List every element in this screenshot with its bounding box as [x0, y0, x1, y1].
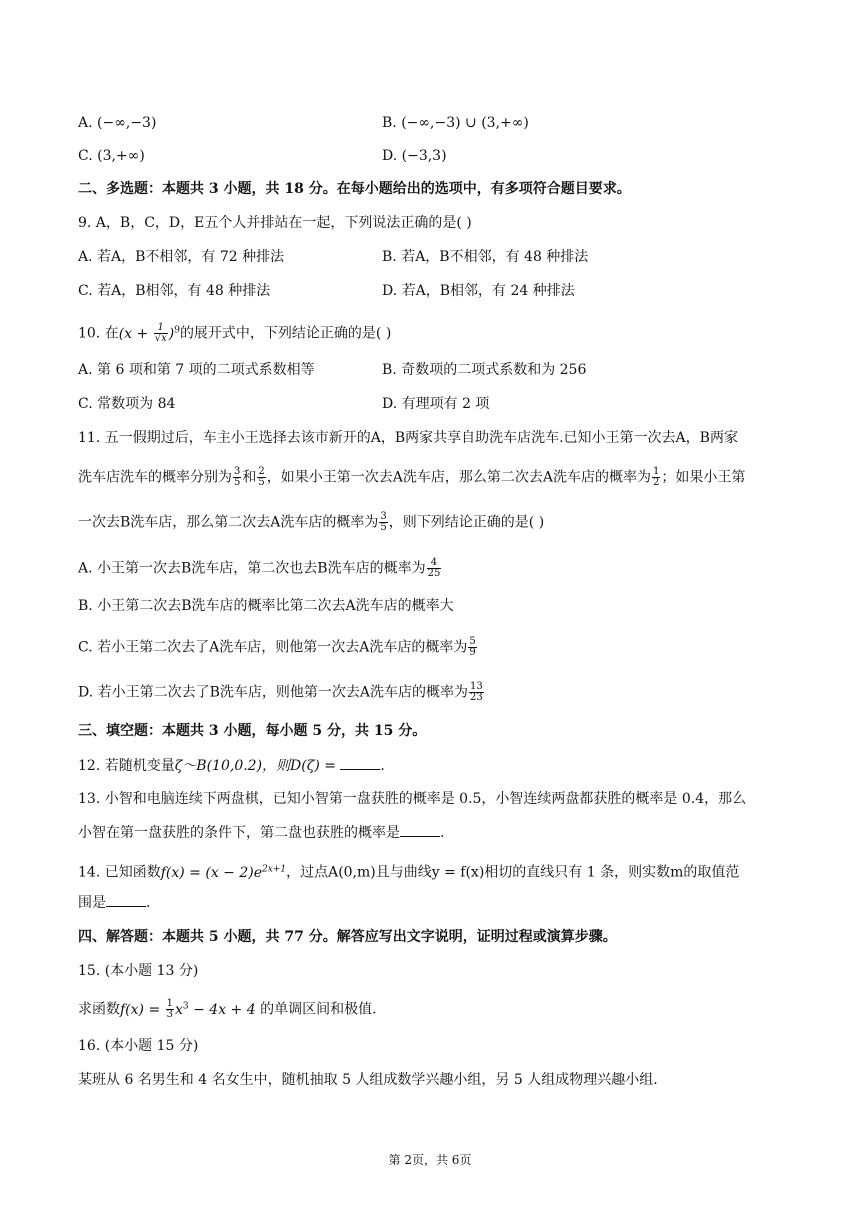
- q13-suffix: .: [440, 825, 445, 841]
- q12-suffix: .: [380, 758, 385, 774]
- q12-prefix: 12. 若随机变量: [78, 758, 175, 774]
- q15-prefix: 求函数: [78, 1001, 120, 1018]
- q11-line3-text-a: 一次去B洗车店，那么第二次去A洗车店的概率为: [78, 514, 379, 531]
- q9-stem: 9. A，B，C，D，E五个人并排站在一起，下列说法正确的是( ): [78, 215, 472, 231]
- q9-option-b: B. 若A，B不相邻，有 48 种排法: [382, 249, 589, 265]
- q11-line2-text-c: ，如果小王第一次去A洗车店，那么第二次去A洗车店的概率为: [266, 469, 651, 486]
- q10-option-d: D. 有理项有 2 项: [382, 396, 490, 412]
- q10-option-b: B. 奇数项的二项式系数和为 256: [382, 362, 587, 378]
- fraction-4-25: $\frac{4}{25}$: [427, 557, 441, 579]
- q14-line1: [78, 860, 739, 882]
- section3-heading: 三、填空题：本题共 3 小题，每小题 5 分，共 15 分。: [78, 723, 427, 739]
- q9-option-d: D. 若A，B相邻，有 24 种排法: [382, 283, 575, 299]
- q14-mid: ，过点A(0,m)且与曲线y = f(x)相切的直线只有 1 条，则实数m的取值范: [286, 864, 740, 881]
- q12: [78, 757, 385, 775]
- q14-function: $f(x) = (x - 2)e^{2x+1}$: [160, 864, 287, 881]
- q11-line2-text-b: 和: [242, 469, 257, 486]
- q15-title: 15. (本小题 13 分): [78, 963, 199, 979]
- q11-option-b: B. 小王第二次去B洗车店的概率比第二次去A洗车店的概率大: [78, 598, 454, 614]
- fraction-1-2: $\frac{1}{2}$: [652, 466, 660, 488]
- fraction-2-5: $\frac{2}{5}$: [258, 466, 265, 488]
- q11-option-c-text: C. 若小王第二次去了A洗车店，则他第一次去A洗车店的概率为: [78, 639, 468, 656]
- q8-option-c: C. (3,+∞): [78, 148, 145, 164]
- q13-line1: 13. 小智和电脑连续下两盘棋，已知小智第一盘获胜的概率是 0.5，小智连续两盘都获胜的概率是 0.4，那么: [78, 791, 747, 807]
- q14-suffix: .: [146, 895, 151, 911]
- section2-heading: 二、多选题：本题共 3 小题，共 18 分。在每小题给出的选项中，有多项符合题目要求。: [78, 181, 631, 197]
- q9-option-a: A. 若A，B不相邻，有 72 种排法: [78, 249, 285, 265]
- q10-option-c: C. 常数项为 84: [78, 396, 176, 412]
- q13-answer-blank: [400, 824, 440, 837]
- q10-expression: (x + $\frac{1}{√x}$ )$^9$: [118, 322, 180, 345]
- section4-heading: 四、解答题：本题共 5 小题，共 77 分。解答应写出文字说明，证明过程或演算步骤。: [78, 929, 617, 945]
- q12-answer-blank: [340, 757, 380, 770]
- fraction-13-23: $\frac{13}{23}$: [470, 681, 483, 703]
- q14-line2-text: 围是: [78, 895, 106, 911]
- fraction-1-over-sqrtx: $\frac{1}{√x}$: [154, 322, 167, 345]
- q11-option-d: [78, 682, 485, 703]
- q14-line2: [78, 894, 150, 912]
- q16-title: 16. (本小题 15 分): [78, 1038, 199, 1054]
- q11-option-c: [78, 637, 478, 658]
- q10-stem-suffix: 的展开式中，下列结论正确的是( ): [179, 325, 392, 342]
- q11-line2: [78, 467, 745, 488]
- fraction-3-5-b: $\frac{3}{5}$: [380, 511, 387, 533]
- q10-option-a: A. 第 6 项和第 7 项的二项式系数相等: [78, 362, 315, 378]
- fraction-5-9: $\frac{5}{9}$: [469, 636, 476, 658]
- q13-line2: [78, 824, 444, 842]
- q14-prefix: 14. 已知函数: [78, 864, 161, 881]
- q11-option-d-text: D. 若小王第二次去了B洗车店，则他第一次去A洗车店的概率为: [78, 684, 469, 701]
- q11-option-a-text: A. 小王第一次去B洗车店，第二次也去B洗车店的概率为: [78, 560, 426, 577]
- q11-line2-text-a: 洗车店洗车的概率分别为: [78, 469, 232, 486]
- q14-answer-blank: [106, 894, 146, 907]
- q13-line2-text: 小智在第一盘获胜的条件下，第二盘也获胜的概率是: [78, 825, 400, 841]
- q16-body: 某班从 6 名男生和 4 名女生中，随机抽取 5 人组成数学兴趣小组，另 5 人组成物理兴趣小组.: [78, 1072, 658, 1088]
- q10-stem: [78, 321, 391, 344]
- q11-line3: [78, 512, 544, 533]
- q10-stem-prefix: 10. 在: [78, 325, 119, 342]
- q12-expression: ζ～B(10,0.2)，则D(ζ) =: [174, 758, 341, 774]
- q8-option-d: D. (−3,3): [382, 148, 447, 164]
- q9-option-c: C. 若A，B相邻，有 48 种排法: [78, 283, 271, 299]
- fraction-3-5: $\frac{3}{5}$: [234, 466, 241, 488]
- fraction-1-3: $\frac{1}{3}$: [166, 998, 174, 1021]
- page-footer: 第 2页，共 6页: [388, 1153, 472, 1167]
- q11-line1: 11. 五一假期过后，车主小王选择去该市新开的A，B两家共享自助洗车店洗车.已知小王第一次去A，B两家: [78, 430, 738, 446]
- q11-option-a: [78, 558, 442, 579]
- q15-function: f(x) = $\frac{1}{3}$ $x^3 - 4x + 4$: [120, 998, 256, 1021]
- q11-line3-text-b: ，则下列结论正确的是( ): [388, 514, 545, 531]
- q15-suffix: 的单调区间和极值.: [260, 1001, 377, 1018]
- q11-line2-text-d: ；如果小王第: [661, 469, 746, 486]
- q15-body: [78, 997, 377, 1020]
- q8-option-b: B. (−∞,−3) ∪ (3,+∞): [382, 115, 529, 131]
- q8-option-a: A. (−∞,−3): [78, 115, 157, 131]
